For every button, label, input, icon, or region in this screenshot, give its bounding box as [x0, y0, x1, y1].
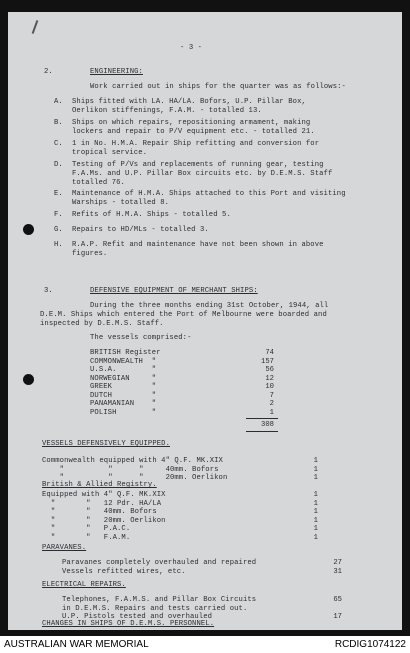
allied-row-text: " " P.A.C. — [42, 525, 131, 533]
engineering-item-line: figures. — [72, 250, 108, 258]
vessel-register-count: 74 — [265, 349, 274, 357]
electrical-row-count: 17 — [333, 613, 342, 621]
document-page — [8, 12, 402, 630]
vessel-register-name: PANAMANIAN " — [90, 400, 157, 408]
punch-hole-bottom — [23, 374, 34, 385]
electrical-row-text: U.P. Pistols tested and overhauled — [62, 613, 213, 621]
footer-archive-name: AUSTRALIAN WAR MEMORIAL — [4, 639, 149, 650]
paravane-row-count: 27 — [333, 559, 342, 567]
engineering-item-line: Oerlikon stiffenings, F.A.M. - totalled 13. — [72, 107, 262, 115]
engineering-item-line: Maintenance of H.M.A. Ships attached to this Port and visiting — [72, 190, 346, 198]
section-2-intro: Work carried out in ships for the quarter was as follows:- — [90, 83, 346, 91]
allied-row-text: Equipped with 4" Q.F. MK.XIX — [42, 491, 166, 499]
allied-row-text: " " F.A.M. — [42, 533, 131, 542]
vessel-register-count: 7 — [269, 391, 274, 400]
staple-mark — [32, 20, 39, 34]
engineering-item-letter: A. — [54, 98, 63, 106]
electrical-row-text: Telephones, F.A.M.S. and Pillar Box Circuits — [62, 596, 257, 604]
vessel-register-count: 56 — [265, 366, 274, 374]
commonwealth-row-text: " " " 20mm. Oerlikon — [42, 474, 228, 482]
allied-registry-title: British & Allied Registry. — [42, 481, 157, 489]
paravane-row-text: Paravanes completely overhauled and repaired — [62, 559, 257, 567]
engineering-item-letter: C. — [54, 140, 63, 148]
engineering-item-line: totalled 76. — [72, 179, 125, 187]
allied-row-count: 1 — [313, 491, 318, 499]
section-2-number: 2. — [44, 68, 53, 76]
engineering-item-line: Ships on which repairs, repositioning armament, making — [72, 119, 311, 127]
electrical-row-text: in D.E.M.S. Repairs and tests carried out. — [62, 604, 248, 613]
commonwealth-row-count: 1 — [313, 457, 318, 465]
vessel-register-name: DUTCH " — [90, 391, 157, 400]
paravane-row-text: Vessels refitted wires, etc. — [62, 567, 186, 576]
punch-hole-top — [23, 224, 34, 235]
engineering-item-letter: D. — [54, 161, 63, 169]
section-3-para-line-2: D.E.M. Ships which entered the Port of Melbourne were boarded and — [40, 311, 327, 319]
engineering-item-line: lockers and repair to P/V equipment etc. - totalled 21. — [72, 128, 315, 136]
paravanes-title: PARAVANES. — [42, 544, 87, 552]
allied-row-text: " " 20mm. Oerlikon — [42, 516, 166, 525]
footer-record-id: RCDIG1074122 — [334, 639, 406, 650]
cutoff-heading: CHANGES IN SHIPS OF D.E.M.S. PERSONNEL. — [42, 620, 215, 628]
vessels-comprised-label: The vessels comprised:- — [90, 334, 192, 342]
electrical-row-count: 65 — [333, 596, 342, 604]
section-3-title: DEFENSIVE EQUIPMENT OF MERCHANT SHIPS: — [90, 287, 258, 295]
allied-row-count: 1 — [313, 499, 318, 508]
total-rule-bottom — [246, 431, 278, 432]
commonwealth-row-count: 1 — [313, 474, 318, 482]
vessel-register-name: U.S.A. " — [90, 366, 157, 374]
engineering-item-line: R.A.P. Refit and maintenance have not been shown in above — [72, 241, 324, 249]
engineering-item-letter: G. — [54, 226, 63, 234]
allied-row-text: " " 40mm. Bofors — [42, 508, 157, 516]
section-2-title: ENGINEERING: — [90, 68, 143, 76]
vessel-register-count: 10 — [265, 383, 274, 391]
engineering-item-line: Repairs to HD/MLs - totalled 3. — [72, 226, 209, 234]
engineering-item-line: Ships fitted with LA. HA/LA. Bofors, U.P. Pillar Box, — [72, 98, 306, 106]
section-3-number: 3. — [44, 287, 53, 295]
allied-row-count: 1 — [313, 533, 318, 542]
engineering-item-line: Testing of P/Vs and replacements of running gear, testing — [72, 161, 324, 169]
commonwealth-row-text: " " " 40mm. Bofors — [42, 465, 219, 474]
engineering-item-line: F.A.Ms. and U.P. Pillar Box circuits etc. by D.E.M.S. Staff — [72, 170, 333, 178]
paravane-row-count: 31 — [333, 567, 342, 576]
vessel-register-name: GREEK " — [90, 383, 157, 391]
vessel-total: 308 — [261, 421, 274, 429]
archive-footer — [0, 636, 410, 653]
vessel-register-name: NORWEGIAN " — [90, 374, 157, 383]
vessel-register-count: 157 — [261, 357, 274, 366]
page-number: - 3 - — [180, 44, 203, 52]
allied-row-text: " " 12 Pdr. HA/LA — [42, 499, 162, 508]
engineering-item-line: 1 in No. H.M.A. Repair Ship refitting and conversion for — [72, 140, 320, 148]
engineering-item-letter: H. — [54, 241, 63, 249]
allied-row-count: 1 — [313, 525, 318, 533]
vessel-register-name: COMMONWEALTH " — [90, 357, 157, 366]
vessel-register-count: 1 — [269, 408, 274, 417]
vessel-register-count: 2 — [269, 400, 274, 408]
engineering-item-line: Warships - totalled 8. — [72, 199, 170, 207]
equipped-title: VESSELS DEFENSIVELY EQUIPPED. — [42, 440, 170, 448]
commonwealth-row-count: 1 — [313, 465, 318, 474]
commonwealth-row-text: Commonwealth equipped with 4" Q.F. MK.XIX — [42, 457, 223, 465]
allied-row-count: 1 — [313, 508, 318, 516]
engineering-item-line: Refits of H.M.A. Ships - totalled 5. — [72, 211, 231, 219]
section-3-para-line-1: During the three months ending 31st October, 1944, all — [90, 302, 329, 310]
electrical-title: ELECTRICAL REPAIRS. — [42, 581, 126, 589]
engineering-item-letter: E. — [54, 190, 63, 198]
vessel-register-count: 12 — [265, 374, 274, 383]
section-3-para-line-3: inspected by D.E.M.S. Staff. — [40, 320, 164, 328]
total-rule-top — [246, 418, 278, 419]
engineering-item-line: tropical service. — [72, 149, 148, 157]
vessel-register-name: POLISH " — [90, 408, 157, 417]
engineering-item-letter: F. — [54, 211, 63, 219]
allied-row-count: 1 — [313, 516, 318, 525]
engineering-item-letter: B. — [54, 119, 63, 127]
vessel-register-name: BRITISH Register — [90, 349, 161, 357]
